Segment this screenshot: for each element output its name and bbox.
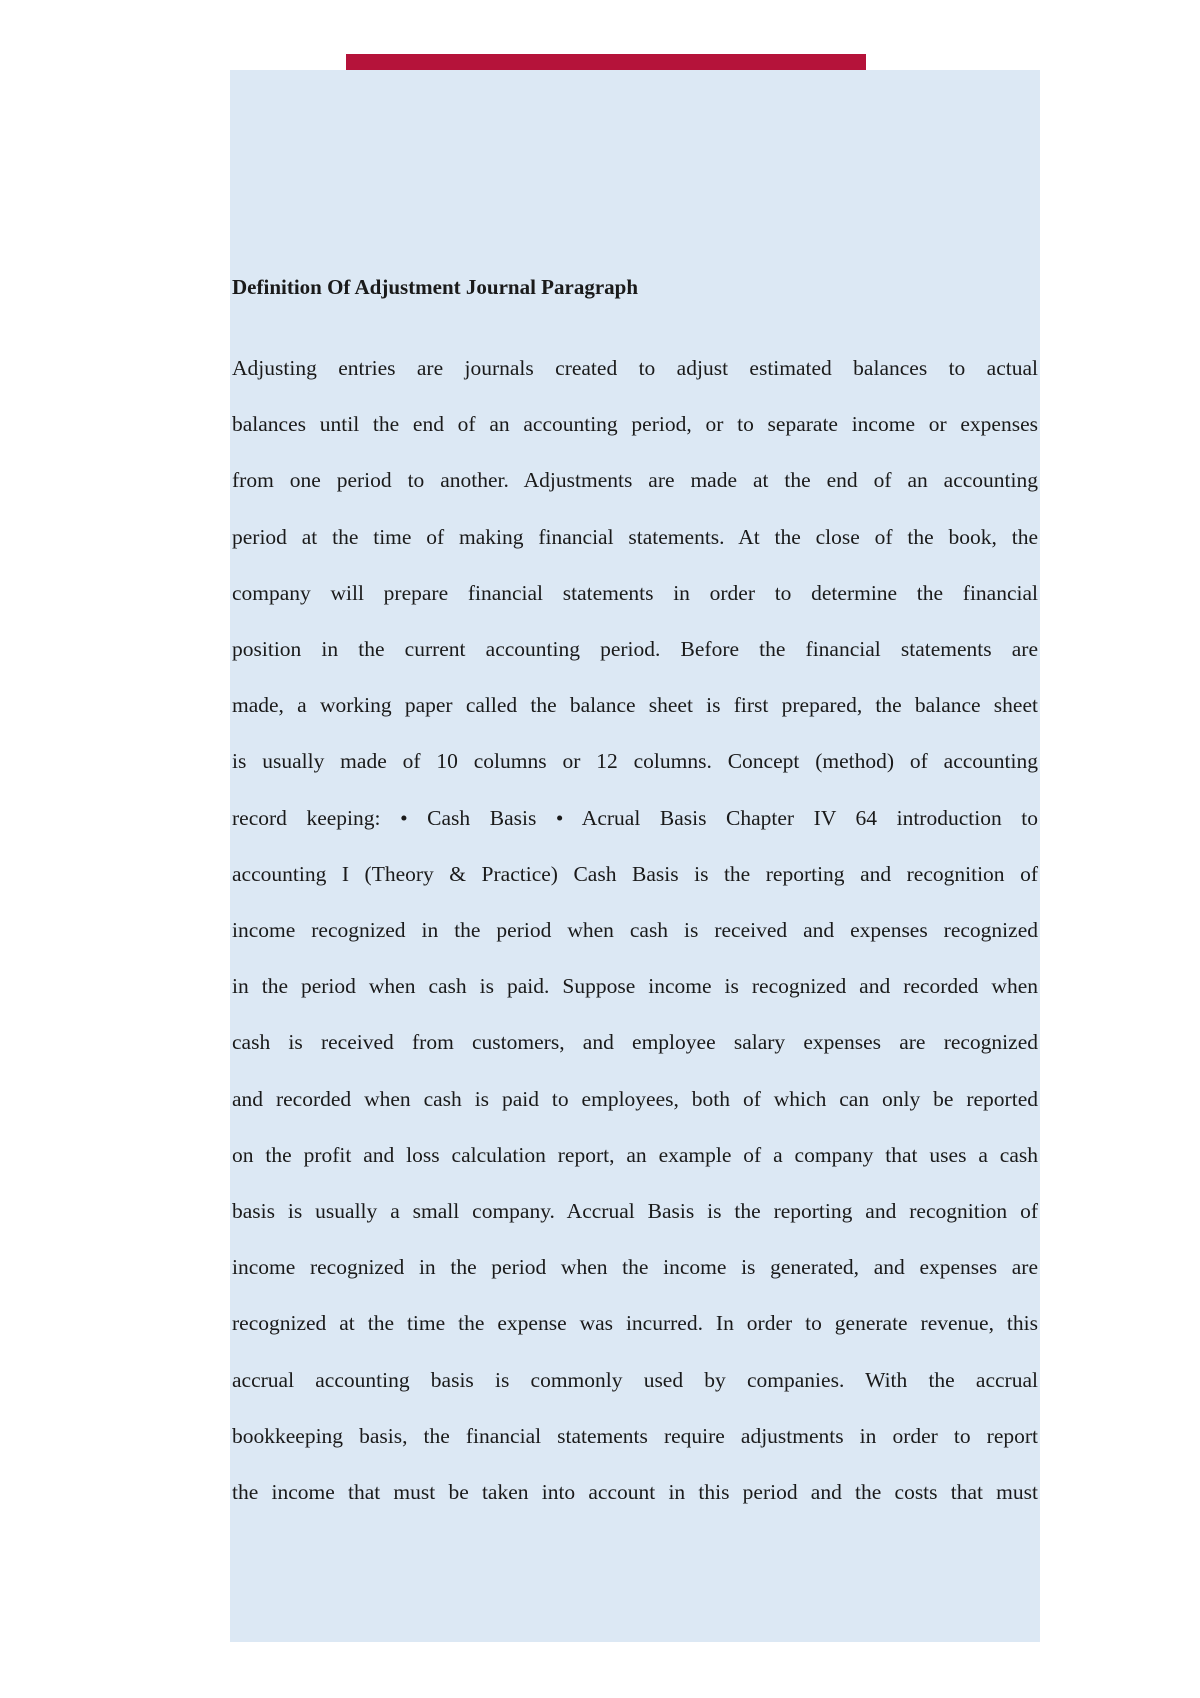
- body-paragraph: [232, 340, 1038, 1520]
- paragraph-line: on the profit and loss calculation report, an example of a company that uses a cash: [232, 1142, 1038, 1167]
- paragraph-line: made, a working paper called the balance sheet is first prepared, the balance sheet: [232, 693, 1038, 718]
- paragraph-line: company will prepare financial statements in order to determine the financial: [232, 580, 1038, 605]
- paragraph-line: position in the current accounting period. Before the financial statements are: [232, 637, 1038, 662]
- paragraph-line: accounting I (Theory & Practice) Cash Basis is the reporting and recognition of: [232, 861, 1038, 886]
- paragraph-line: bookkeeping basis, the financial statements require adjustments in order to report: [232, 1423, 1038, 1448]
- paragraph-line: balances until the end of an accounting period, or to separate income or expenses: [232, 412, 1038, 437]
- paragraph-line: accrual accounting basis is commonly used by companies. With the accrual: [232, 1367, 1038, 1392]
- paragraph-line: is usually made of 10 columns or 12 columns. Concept (method) of accounting: [232, 749, 1038, 774]
- paragraph-line: income recognized in the period when the income is generated, and expenses are: [232, 1255, 1038, 1280]
- accent-bar: [346, 54, 866, 71]
- section-heading: Definition Of Adjustment Journal Paragraph: [232, 275, 639, 299]
- paragraph-line: Adjusting entries are journals created to adjust estimated balances to actual: [232, 356, 1038, 380]
- paragraph-line: income recognized in the period when cash is received and expenses recognized: [232, 918, 1038, 943]
- paragraph-line: the income that must be taken into account in this period and the costs that must: [232, 1480, 1038, 1505]
- paragraph-line: cash is received from customers, and employee salary expenses are recognized: [232, 1030, 1038, 1055]
- paragraph-line: and recorded when cash is paid to employees, both of which can only be reported: [232, 1086, 1038, 1111]
- paragraph-line: from one period to another. Adjustments are made at the end of an accounting: [232, 468, 1038, 493]
- paragraph-line: in the period when cash is paid. Suppose income is recognized and recorded when: [232, 974, 1038, 999]
- paragraph-line: basis is usually a small company. Accrual Basis is the reporting and recognition of: [232, 1199, 1038, 1224]
- paragraph-line: recognized at the time the expense was incurred. In order to generate revenue, this: [232, 1311, 1038, 1336]
- paragraph-line: period at the time of making financial statements. At the close of the book, the: [232, 524, 1038, 549]
- paragraph-line: record keeping: • Cash Basis • Acrual Basis Chapter IV 64 introduction to: [232, 805, 1038, 830]
